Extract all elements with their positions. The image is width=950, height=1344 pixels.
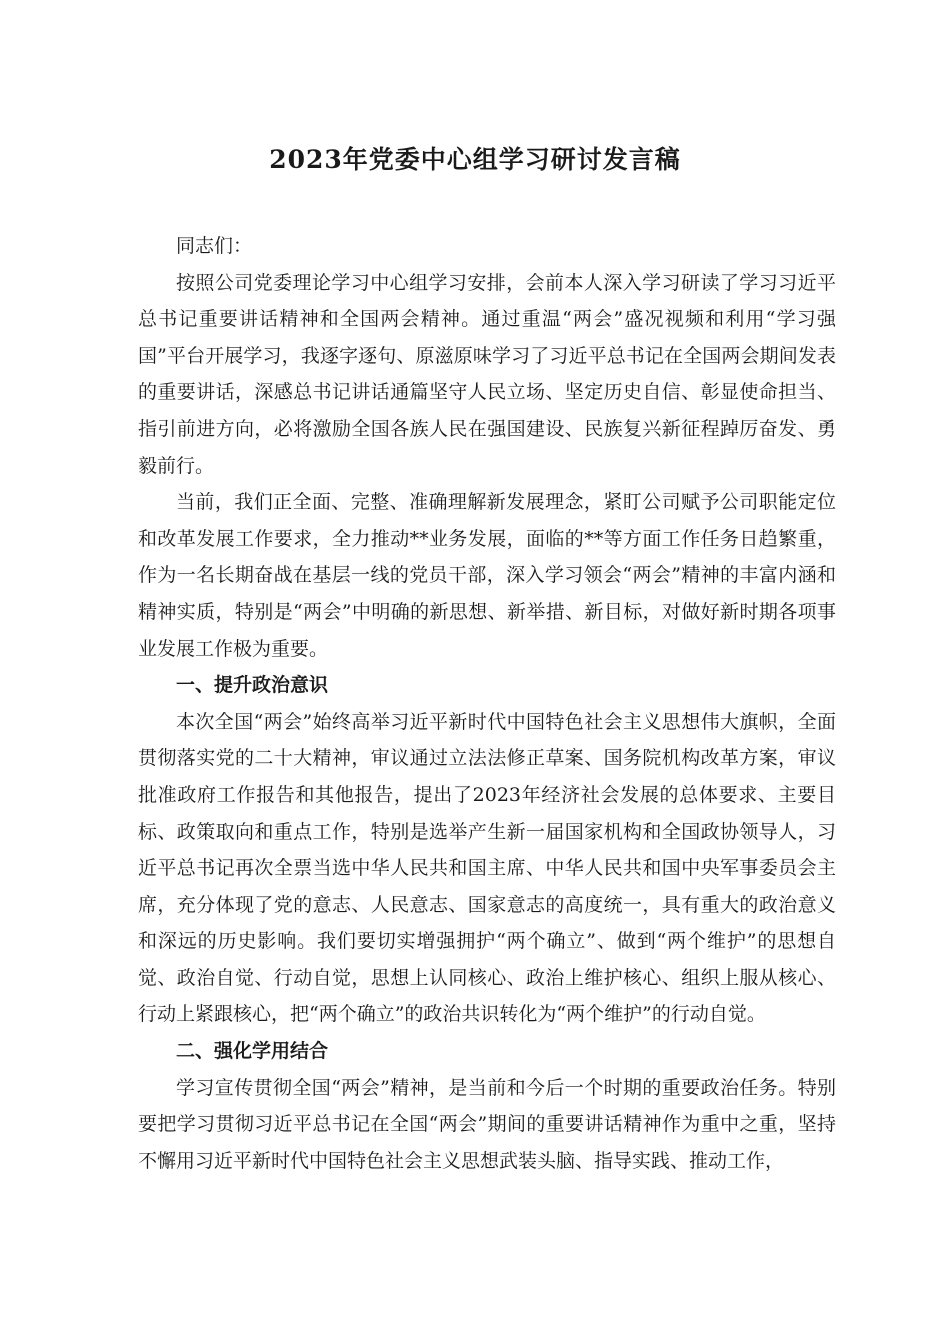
section-heading-learning-application: 二、强化学用结合 <box>176 1040 329 1063</box>
paragraph-political-awareness: 本次全国“两会”始终高举习近平新时代中国特色社会主义思想伟大旗帜，全面贯彻落实党的二十大精神，审议通过立法法修正草案、国务院机构改革方案，审议批准政府工作报告和其他报告，提出了2023年经济社会发展的总体要求、主要目标、政策取向和重点工作，特别是选举产生新一届国家机构和全国政协领导人，习近平总书记再次全票当选中华人民共和国主席、中华人民共和国中央军事委员会主席，充分体现了党的意志、人民意志、国家意志的高度统一，具有重大的政治意义和深远的历史影响。我们要切实增强拥护“两个确立”、做到“两个维护”的思想自觉、政治自觉、行动自觉，思想上认同核心、政治上维护核心、组织上服从核心、行动上紧跟核心，把“两个确立”的政治共识转化为“两个维护”的行动自觉。 <box>138 710 836 1026</box>
section-heading-political-awareness: 一、提升政治意识 <box>176 674 329 697</box>
document-body <box>138 228 836 1179</box>
document-title: 2023年党委中心组学习研讨发言稿 <box>269 145 681 174</box>
paragraph-context: 当前，我们正全面、完整、准确理解新发展理念，紧盯公司赋予公司职能定位和改革发展工作要求，全力推动**业务发展，面临的**等方面工作任务日趋繁重，作为一名长期奋战在基层一线的党员干部，深入学习领会“两会”精神的丰富内涵和精神实质，特别是“两会”中明确的新思想、新举措、新目标，对做好新时期各项事业发展工作极为重要。 <box>138 491 836 660</box>
salutation: 同志们： <box>176 235 253 257</box>
paragraph-intro: 按照公司党委理论学习中心组学习安排，会前本人深入学习研读了学习习近平总书记重要讲话精神和全国两会精神。通过重温“两会”盛况视频和利用“学习强国”平台开展学习，我逐字逐句、原滋原味学习了习近平总书记在全国两会期间发表的重要讲话，深感总书记讲话通篇坚守人民立场、坚定历史自信、彰显使命担当、指引前进方向，必将激励全国各族人民在强国建设、民族复兴新征程踔厉奋发、勇毅前行。 <box>138 271 836 477</box>
paragraph-learning-application: 学习宣传贯彻全国“两会”精神，是当前和今后一个时期的重要政治任务。特别要把学习贯彻习近平总书记在全国“两会”期间的重要讲话精神作为重中之重，坚持不懈用习近平新时代中国特色社会主义思想武装头脑、指导实践、推动工作， <box>138 1076 836 1172</box>
